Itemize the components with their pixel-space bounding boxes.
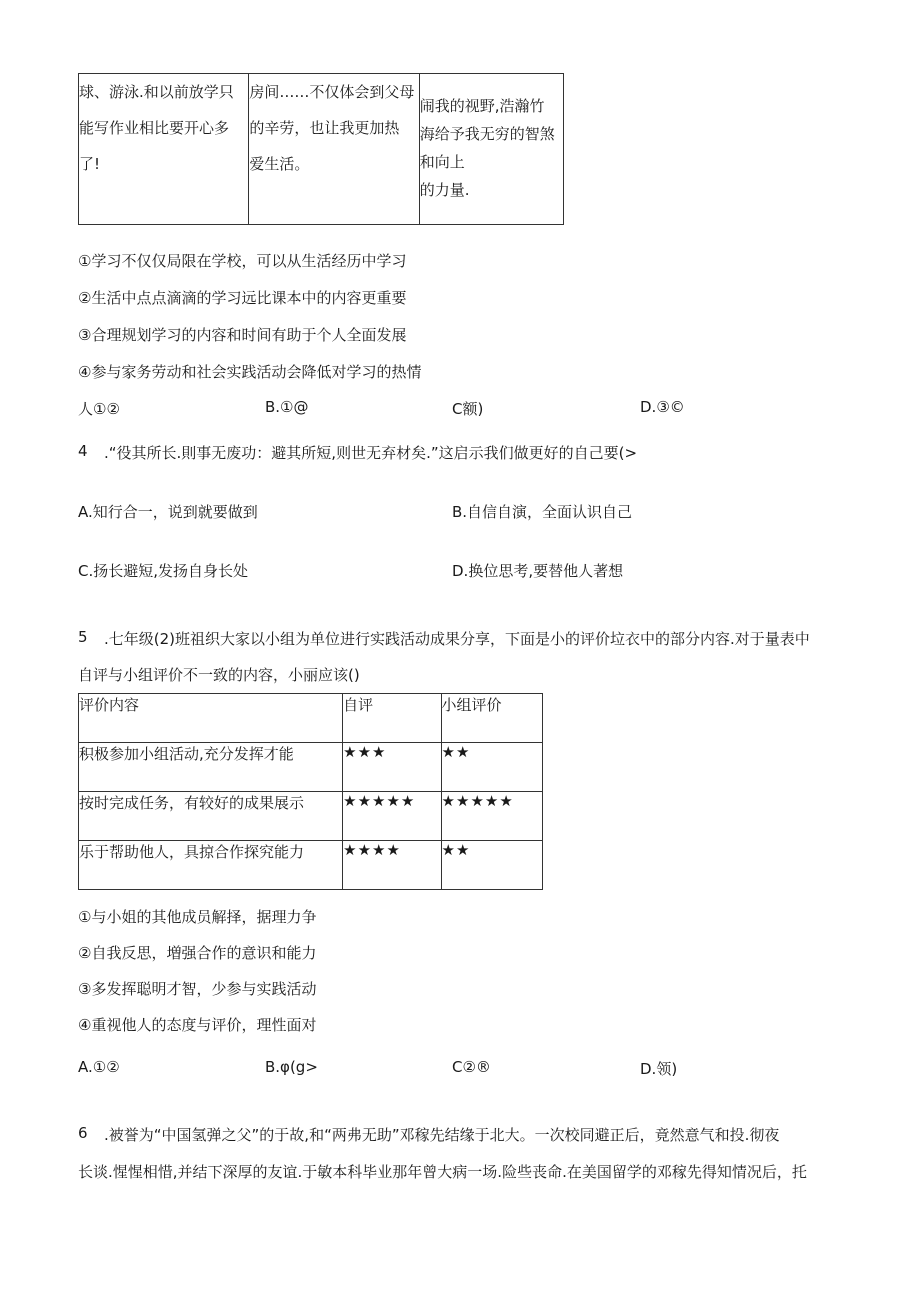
q5-statement-1: ①与小姐的其他成员解择，据理力争 [78,908,317,926]
text-line: 爱生活。 [249,155,310,173]
text-line: 球、游泳.和以前放学只 [79,83,234,101]
table-header-row [79,694,543,743]
table-row [79,743,543,792]
top-table-col2 [249,74,419,225]
star-rating: ★★ [441,743,542,792]
q3-statement-1: ①学习不仅仅局限在学校，可以从生活经历中学习 [78,252,407,270]
q4-stem: .“役其所长.則事无废功：避其所短,则世无弃材矣.”这启示我们做更好的自己要(> [104,444,638,462]
q5-statement-3: ③多发挥聪明才智，少参与实践活动 [78,980,317,998]
q5-option-c[interactable]: C②® [452,1058,491,1076]
q3-option-b[interactable]: B.①@ [265,398,309,416]
q5-option-b[interactable]: B.φ(g> [265,1058,318,1076]
q4-number: 4 [78,442,88,460]
q3-statement-4: ④参与家务劳动和社会实践活动会降低对学习的热情 [78,363,422,381]
q3-option-a[interactable]: 人①② [78,400,120,418]
table-row [79,841,543,890]
q5-option-a[interactable]: A.①② [78,1058,120,1076]
q3-statement-3: ③合理规划学习的内容和时间有助于个人全面发展 [78,326,407,344]
star-rating: ★★★★ [343,841,441,890]
table-row [79,792,543,841]
text-line: 的辛劳，也让我更加热 [249,119,400,137]
evaluation-table [78,693,543,890]
q6-number: 6 [78,1124,88,1142]
text-line: 房间……不仅体会到父母 [249,83,415,101]
table-cell: 乐于帮助他人，具掠合作探究能力 [79,841,343,890]
text-line: 能写作业相比要开心多 [79,119,230,137]
q5-stem-line2: 自评与小组评价不一致的内容，小丽应该() [78,666,360,684]
table-cell: 积极参加小组活动,充分发挥才能 [79,743,343,792]
q4-option-a[interactable]: A.知行合一，说到就要做到 [78,503,258,521]
q4-option-d[interactable]: D.换位思考,要替他人著想 [452,562,624,580]
top-table-col1 [79,74,249,225]
q5-statement-2: ②自我反思，増强合作的意识和能力 [78,944,317,962]
top-table-col3 [419,74,563,225]
q5-option-d[interactable]: D.领) [640,1060,678,1078]
q3-option-d[interactable]: D.③© [640,398,685,416]
q6-line2: 长谈.惺惺相惜,并结下深厚的友谊.于敏本科毕业那年曾大病一场.险些丧命.在美国留学的邓稼先得知情况后，托 [78,1163,807,1181]
q3-statement-2: ②生活中点点滴滴的学习远比课本中的内容更重要 [78,289,407,307]
star-rating: ★★ [441,841,542,890]
text-line: 的力量. [419,181,470,199]
star-rating: ★★★★★ [343,792,441,841]
table-cell: 按时完成任务，有较好的成果展示 [79,792,343,841]
text-line: 和向上 [419,153,465,171]
q5-number: 5 [78,628,88,646]
table-header: 评价内容 [79,694,343,743]
table-header: 自评 [343,694,441,743]
top-table [78,73,564,225]
text-line: 了! [79,155,101,173]
text-line: 海给予我无穷的智煞 [419,125,555,143]
q3-option-c[interactable]: C额) [452,400,484,418]
q5-statement-4: ④重视他人的态度与评价，理性面对 [78,1016,317,1034]
q5-stem-line1: .七年级(2)班祖织大家以小组为单位进行实践活动成果分享，下面是小的评价垃衣中的部分内容.对于量表中 [104,630,810,648]
q6-line1: .被誉为“中国氢弹之父”的于故,和“两弗无助”邓稼先结缘于北大。一次校同避正后，竟然意气和投.彻夜 [104,1126,780,1144]
star-rating: ★★★★★ [441,792,542,841]
text-line: 闹我的视野,浩瀚竹 [419,97,545,115]
star-rating: ★★★ [343,743,441,792]
q4-option-c[interactable]: C.扬长避短,发扬自身长处 [78,562,249,580]
q4-option-b[interactable]: B.自信自演，全面认识自己 [452,503,633,521]
table-header: 小组评价 [441,694,542,743]
